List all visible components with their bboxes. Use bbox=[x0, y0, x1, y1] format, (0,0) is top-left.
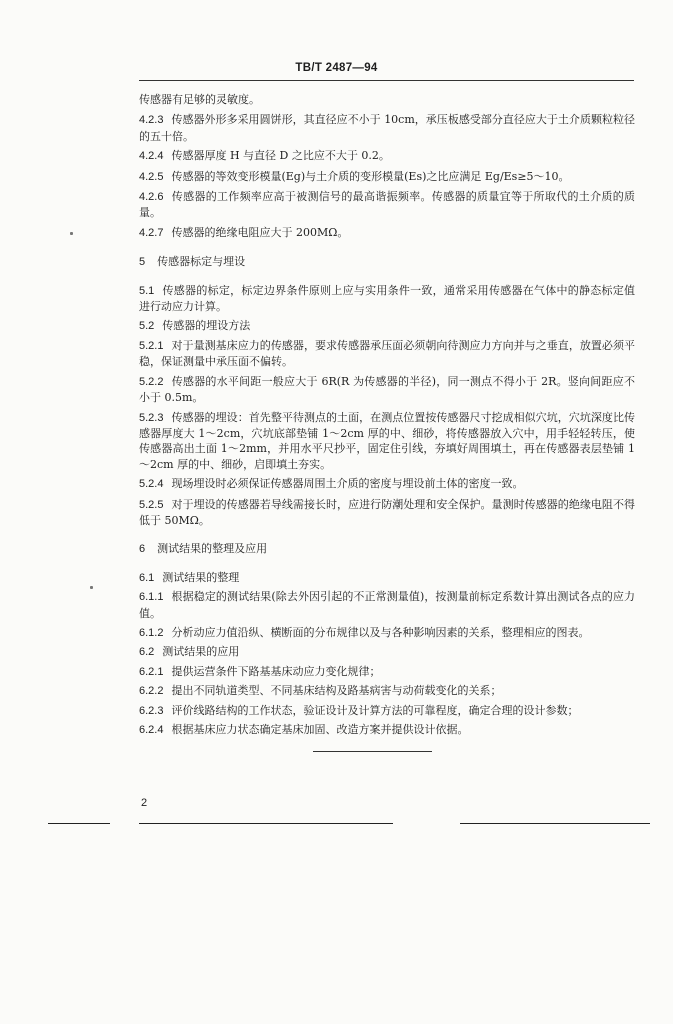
clause-text: 传感器的绝缘电阻应大于 200MΩ。 bbox=[171, 225, 349, 239]
clause-text: 分析动应力值沿纵、横断面的分布规律以及与各种影响因素的关系，整理相应的图表。 bbox=[171, 625, 590, 639]
clause-number: 4.2.7 bbox=[139, 226, 164, 239]
paragraph bbox=[139, 374, 635, 406]
clause-number: 5.2 bbox=[139, 320, 155, 333]
paragraph bbox=[139, 410, 635, 473]
clause-number: 5.2.4 bbox=[139, 478, 164, 491]
paragraph bbox=[139, 683, 635, 699]
clause-number: 6.2.4 bbox=[139, 724, 164, 736]
clause-text: 根据稳定的测试结果(除去外因引起的不正常测量值)，按测量前标定系数计算出测试各点的应力值。 bbox=[139, 590, 635, 620]
clause-number: 6.2.3 bbox=[139, 704, 164, 717]
paragraph bbox=[139, 589, 635, 621]
clause-number: 6.1.2 bbox=[139, 626, 164, 639]
section-number: 5 bbox=[139, 256, 146, 269]
clause-text: 传感器的埋设方法 bbox=[162, 319, 251, 333]
clause-number: 4.2.3 bbox=[139, 114, 164, 127]
paragraph bbox=[139, 92, 635, 108]
paragraph bbox=[139, 148, 635, 164]
clause-text: 传感器厚度 H 与直径 D 之比应不大于 0.2。 bbox=[171, 149, 390, 163]
paragraph bbox=[139, 189, 635, 221]
clause-number: 5.2.2 bbox=[139, 375, 164, 388]
paragraph bbox=[139, 664, 635, 680]
header-rule bbox=[139, 80, 634, 81]
clause-number: 6.2 bbox=[139, 646, 155, 659]
section-title: 测试结果的整理及应用 bbox=[157, 542, 268, 556]
clause-text: 测试结果的整理 bbox=[162, 570, 240, 584]
section-heading bbox=[139, 541, 635, 557]
paragraph bbox=[139, 476, 635, 492]
clause-number: 5.2.5 bbox=[139, 498, 164, 511]
clause-number: 5.2.3 bbox=[139, 411, 164, 424]
clause-number: 4.2.6 bbox=[139, 191, 164, 204]
clause-text: 对于量测基床应力的传感器，要求传感器承压面必须朝向待测应力方向并与之垂直，放置必须平稳，保证测量中承压面不偏转。 bbox=[139, 338, 635, 369]
page-header-code: TB/T 2487—94 bbox=[295, 62, 378, 74]
paragraph bbox=[139, 225, 635, 241]
paragraph bbox=[139, 283, 635, 315]
clause-text: 现场埋设时必须保证传感器周围土介质的密度与埋设前土体的密度一致。 bbox=[171, 477, 524, 491]
clause-number: 5.2.1 bbox=[139, 339, 164, 352]
paragraph bbox=[139, 703, 635, 719]
scan-speck bbox=[90, 586, 93, 589]
page-number: 2 bbox=[141, 797, 148, 809]
clause-text: 测试结果的应用 bbox=[162, 645, 240, 659]
document-body bbox=[139, 92, 635, 741]
clause-text: 根据基床应力状态确定基床加固、改造方案并提供设计依据。 bbox=[171, 723, 469, 736]
scan-speck bbox=[70, 232, 73, 235]
scan-edge-line bbox=[139, 823, 393, 824]
paragraph bbox=[139, 318, 635, 334]
clause-text: 传感器的埋设：首先整平待测点的土面，在测点位置按传感器尺寸挖成相似穴坑，穴坑深度比传感器厚度大 1～2cm，穴坑底部垫铺 1～2cm 厚的中、细砂，将传感器放入穴中，用手轻轻转压，使传感器高出土面 1～2mm，并用水平尺抄平，固定住引线，夯填好周围填土，再在传感器表层垫铺 1～2cm 厚的中、细砂，启即填土夯实。 bbox=[139, 410, 635, 471]
clause-text: 对于埋设的传感器若导线需接长时，应进行防潮处理和安全保护。量测时传感器的绝缘电阻不得低于 50MΩ。 bbox=[139, 497, 635, 527]
paragraph bbox=[139, 722, 635, 738]
clause-text: 传感器外形多采用圆饼形，其直径应不小于 10cm，承压板感受部分直径应大于土介质颗粒粒径的五十倍。 bbox=[139, 113, 635, 143]
clause-text: 传感器有足够的灵敏度。 bbox=[139, 93, 260, 106]
clause-text: 传感器的等效变形模量(Eg)与土介质的变形模量(Es)之比应满足 Eg/Es≥5～10。 bbox=[171, 169, 570, 183]
clause-text: 提出不同轨道类型、不同基床结构及路基病害与动荷载变化的关系； bbox=[171, 684, 502, 698]
paragraph bbox=[139, 497, 635, 529]
clause-number: 6.1 bbox=[139, 571, 155, 584]
section-heading bbox=[139, 254, 635, 270]
section-title: 传感器标定与埋设 bbox=[157, 255, 246, 269]
paragraph bbox=[139, 644, 635, 660]
paragraph bbox=[139, 169, 635, 185]
section-number: 6 bbox=[139, 543, 146, 556]
paragraph bbox=[139, 570, 635, 586]
clause-number: 4.2.4 bbox=[139, 150, 164, 163]
clause-number: 6.2.1 bbox=[139, 665, 164, 678]
clause-text: 传感器的水平间距一般应大于 6R(R 为传感器的半径)，同一测点不得小于 2R。竖向间距应不小于 0.5m。 bbox=[139, 374, 635, 405]
clause-text: 传感器的标定，标定边界条件原则上应与实用条件一致，通常采用传感器在气体中的静态标定值进行动应力计算。 bbox=[139, 283, 635, 314]
clause-text: 提供运营条件下路基基床动应力变化规律； bbox=[171, 664, 381, 678]
paragraph bbox=[139, 625, 635, 641]
paragraph bbox=[139, 338, 635, 370]
clause-number: 4.2.5 bbox=[139, 170, 164, 183]
paragraph bbox=[139, 112, 635, 144]
end-of-text-rule bbox=[313, 751, 432, 752]
clause-text: 评价线路结构的工作状态，验证设计及计算方法的可靠程度，确定合理的设计参数； bbox=[171, 703, 579, 717]
clause-number: 6.2.2 bbox=[139, 685, 164, 698]
scan-edge-line bbox=[48, 823, 110, 824]
clause-number: 6.1.1 bbox=[139, 591, 164, 604]
scan-edge-line bbox=[460, 823, 650, 824]
clause-text: 传感器的工作频率应高于被测信号的最高谐振频率。传感器的质量宜等于所取代的土介质的质量。 bbox=[139, 190, 635, 220]
clause-number: 5.1 bbox=[139, 284, 155, 297]
